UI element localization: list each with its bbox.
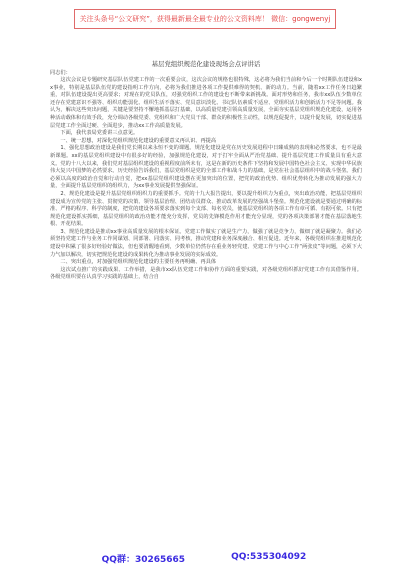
paragraph-point-3: 3、规范化建设是推动xx事业高质量发展的根本保证。党建工作做实了就是生产力，做强了就是竞争力，做细了就是凝聚力。我们必须坚持党建工作与业务工作同谋划、同部署、同落实、同考核，推动党建和业务深度融合、相互促进。近年来，各级党组织在推进规范化建设中积累了很多好经验好做法，但也要清醒地看到，少数单位仍然存在重业务轻党建、党建工作与中心工作“两张皮”等问题，必须下大力气加以解决，切实把规范化建设的成果转化为推动事业发展的实际成效。 (50, 228, 362, 258)
footer-qq-group: QQ群：30265665 (101, 555, 186, 565)
promo-banner (74, 9, 336, 29)
paragraph-section-2: 这次试点推广的实践成果、工作举措，是我市xx队伍党建工作和协作方面的重要实践，对各级党组织抓好党建工作有其借鉴作用。各级党组织要在认真学习实践的基础上，结合自 (50, 266, 362, 281)
section-heading-1: 一、统一思想，对深化党组织规范化建设的重要意义再认识、再提高 (60, 137, 217, 144)
paragraph-transition: 下面，我代表局党委讲三点意见。 (60, 130, 139, 137)
section-heading-2: 二、突出重点，对加强党组织规范化建设的主要任务再明确、再具体 (60, 259, 217, 266)
footer-qq: QQ:535304092 (231, 552, 307, 562)
footer-contact (0, 552, 408, 565)
document-body (50, 60, 362, 282)
paragraph-intro: 这次会议是专题研究基层队伍党建工作的一次重要会议，这次会议的规格也很特殊，这必将为我们当前和今后一个时期队伍建设和xx事业，特别是基层队伍党的建设指明工作方向，必将为我们推进各项工作提供难得的契机、新的动力。当前，随着xx工作任务日趋繁重，对队伍建设提出更高要求；对现在的党员队伍，对强党组织工作的建设也不断带来新挑战。面对形势和任务，我市xx队伍少数单位还存在党建意识不强等、组织功能弱化、组织生活不落实、党员意识淡化、书记队伍素质不适应、党组织活力和创新活力不足等问题。我认为，解决这些突出问题，关键是要坚持不懈地抓基层打基础，以高质量党建引领高质量发展，全面夯实基层党组织规范化建设，运用各种活动载体和有效手段，充分调动各级党委、党组织和广大党员干部、群众的积极性主动性，以规范促提升，以提升促发展，切实促进基层党建工作全面过硬、全面进步，推动xx工作高质量发展。 (50, 77, 362, 129)
paragraph-point-1: 1、强化思想政治建设是我们党长期以来永恒不变的课题。规范化建设是党在历史发展进程中日臻成熟的表现和必然要求，也不是最新课题。xx的基层党组织建设中有很多好的经验，加强规范化建设，对于打牢全面从严治党基础、提升基层党建工作质量具有重大意义。党的十八大以来，我们党对基层组织建设的重视程度前所未有，这是在新的历史条件下坚持和发展中国特色社会主义、实现中华民族伟大复兴中国梦的必然要求。历史经验告诉我们，基层党组织是党的全部工作和战斗力的基础，是党在社会基层组织中的战斗堡垒。我们必须以高度的政治自觉和行动自觉，把xx基层党组织建设摆在更加突出的位置，把党的政治优势、组织优势转化为推动发展的强大力量，全面提升基层党组织的组织力，为xx事业发展提供坚强保证。 (50, 145, 362, 190)
promo-banner-text: 关注头条号“公文研究”，获得最新最全最专业的公文资料库！ 微信：gongwenyj (79, 15, 331, 23)
paragraph-point-2: 2、规范化建设是提升基层党组织组织力的重要抓手。党的十九大报告提出，要以提升组织力为重点，突出政治功能，把基层党组织建设成为宣传党的主张、贯彻党的决策、领导基层治理、团结动员群众、推动改革发展的坚强战斗堡垒。规范化建设就是要通过明确的标准、严格的程序、科学的制度，把党的建设各项要求落实到每个支部、每名党员，使基层党组织的各项工作有章可循、有据可依。只有把规范化建设抓实抓细，基层党组织的政治功能才能充分发挥，党员的先锋模范作用才能充分显现，党的各项决策部署才能在基层落地生根、开花结果。 (50, 190, 362, 228)
document-title: 基层党组织规范化建设现场会点评讲话 (151, 60, 261, 68)
document-greeting: 同志们： (50, 70, 71, 76)
